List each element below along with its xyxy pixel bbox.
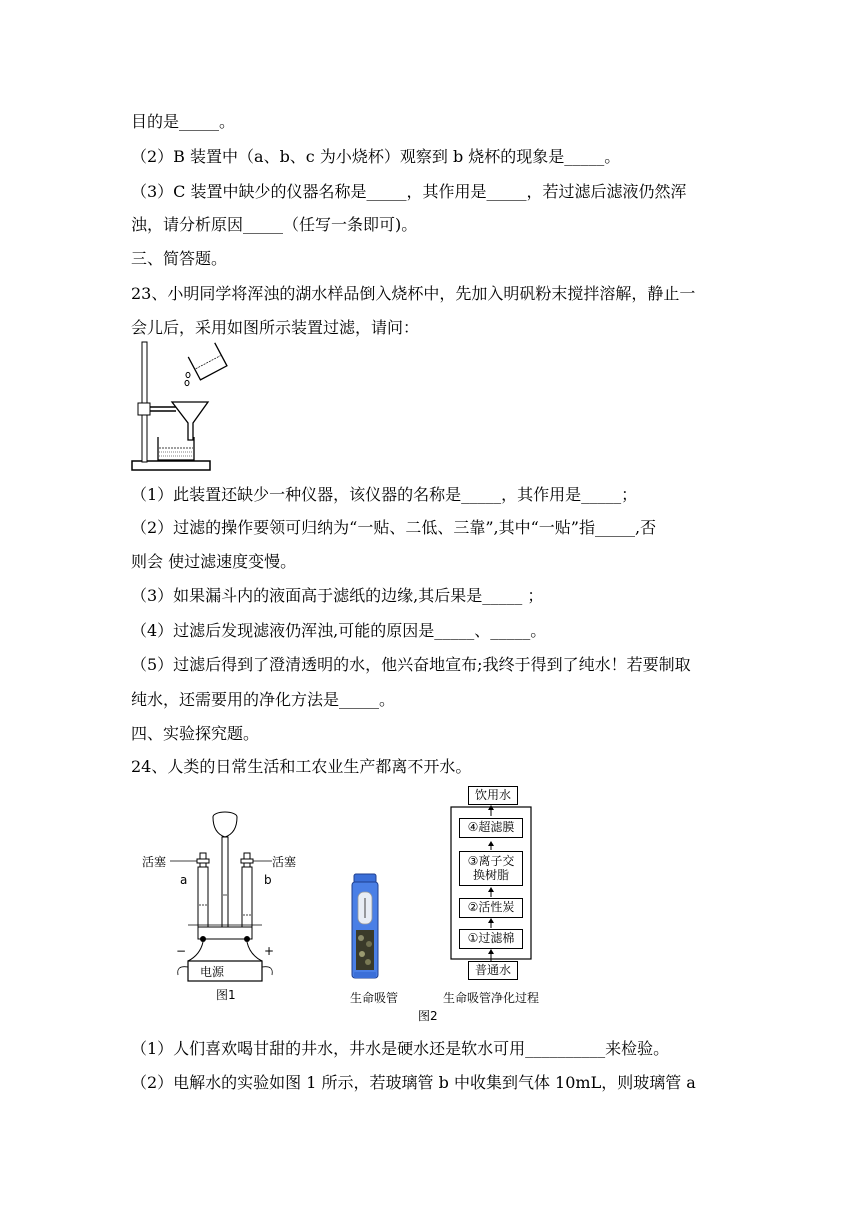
question-23-line-1: 23、小明同学将浑浊的湖水样品倒入烧杯中，先加入明矾粉末搅拌溶解，静止一 bbox=[131, 284, 696, 303]
question-23-sub-2-line-1: （2）过滤的操作要领可归纳为“一贴、二低、三靠”,其中“一贴”指_____,否 bbox=[131, 518, 657, 537]
text-line-4: 浊，请分析原因_____（任写一条即可)。 bbox=[131, 215, 418, 234]
electrolysis-figure bbox=[140, 805, 310, 1005]
step-ultrafiltration-membrane: ④超滤膜 bbox=[459, 818, 523, 838]
text-line-1: 目的是_____。 bbox=[131, 112, 236, 131]
tube-a-label: a bbox=[180, 873, 188, 887]
text-line-2: （2）B 装置中（a、b、c 为小烧杯）观察到 b 烧杯的现象是_____。 bbox=[131, 147, 621, 166]
life-straw-label: 生命吸管 bbox=[350, 991, 399, 1005]
valve-right-label: 活塞 bbox=[272, 855, 297, 869]
question-23-sub-3: （3）如果漏斗内的液面高于滤纸的边缘,其后果是_____ ； bbox=[131, 586, 544, 605]
question-23-sub-1: （1）此装置还缺少一种仪器，该仪器的名称是_____，其作用是_____； bbox=[131, 485, 638, 504]
filtration-apparatus-figure bbox=[130, 340, 230, 475]
question-24-intro: 24、人类的日常生活和工农业生产都离不开水。 bbox=[131, 757, 472, 776]
valve-left-label: 活塞 bbox=[142, 855, 167, 869]
plus-label: + bbox=[264, 944, 275, 958]
section-heading-3: 三、简答题。 bbox=[131, 249, 228, 268]
life-straw-image bbox=[350, 872, 380, 982]
question-24-sub-2: （2）电解水的实验如图 1 所示，若玻璃管 b 中收集到气体 10mL，则玻璃管 a bbox=[131, 1073, 696, 1092]
step-ion-exchange-line-2: 换树脂 bbox=[472, 868, 509, 882]
step-filter-cotton: ①过滤棉 bbox=[459, 929, 523, 949]
question-23-sub-5-line-1: （5）过滤后得到了澄清透明的水，他兴奋地宣布;我终于得到了纯水！若要制取 bbox=[131, 655, 691, 674]
tube-b-label: b bbox=[264, 873, 272, 887]
minus-label: − bbox=[176, 944, 187, 958]
question-24-sub-1: （1）人们喜欢喝甘甜的井水，井水是硬水还是软水可用__________来检验。 bbox=[131, 1039, 670, 1058]
power-source-label: 电源 bbox=[200, 965, 225, 979]
section-heading-4: 四、实验探究题。 bbox=[131, 724, 260, 743]
step-activated-carbon: ②活性炭 bbox=[459, 898, 523, 918]
text-line-3: （3）C 装置中缺少的仪器名称是_____，其作用是_____，若过滤后滤液仍然浑 bbox=[131, 182, 687, 201]
figure-1-caption: 图1 bbox=[216, 988, 236, 1002]
step-ion-exchange-line-1: ③离子交 bbox=[467, 854, 515, 868]
step-drinking-water: 饮用水 bbox=[468, 786, 518, 805]
question-23-sub-2-line-2: 则会 使过滤速度变慢。 bbox=[131, 552, 297, 571]
purification-flowchart bbox=[448, 785, 534, 981]
question-23-sub-4: （4）过滤后发现滤液仍浑浊,可能的原因是_____、_____。 bbox=[131, 621, 547, 640]
step-ion-exchange-resin bbox=[459, 851, 523, 886]
question-23-line-2: 会儿后，采用如图所示装置过滤，请问： bbox=[131, 318, 420, 337]
figure-2-caption: 图2 bbox=[418, 1009, 438, 1023]
step-ordinary-water: 普通水 bbox=[468, 961, 518, 980]
question-23-sub-5-line-2: 纯水，还需要用的净化方法是_____。 bbox=[131, 690, 396, 709]
purification-process-label: 生命吸管净化过程 bbox=[443, 991, 540, 1005]
